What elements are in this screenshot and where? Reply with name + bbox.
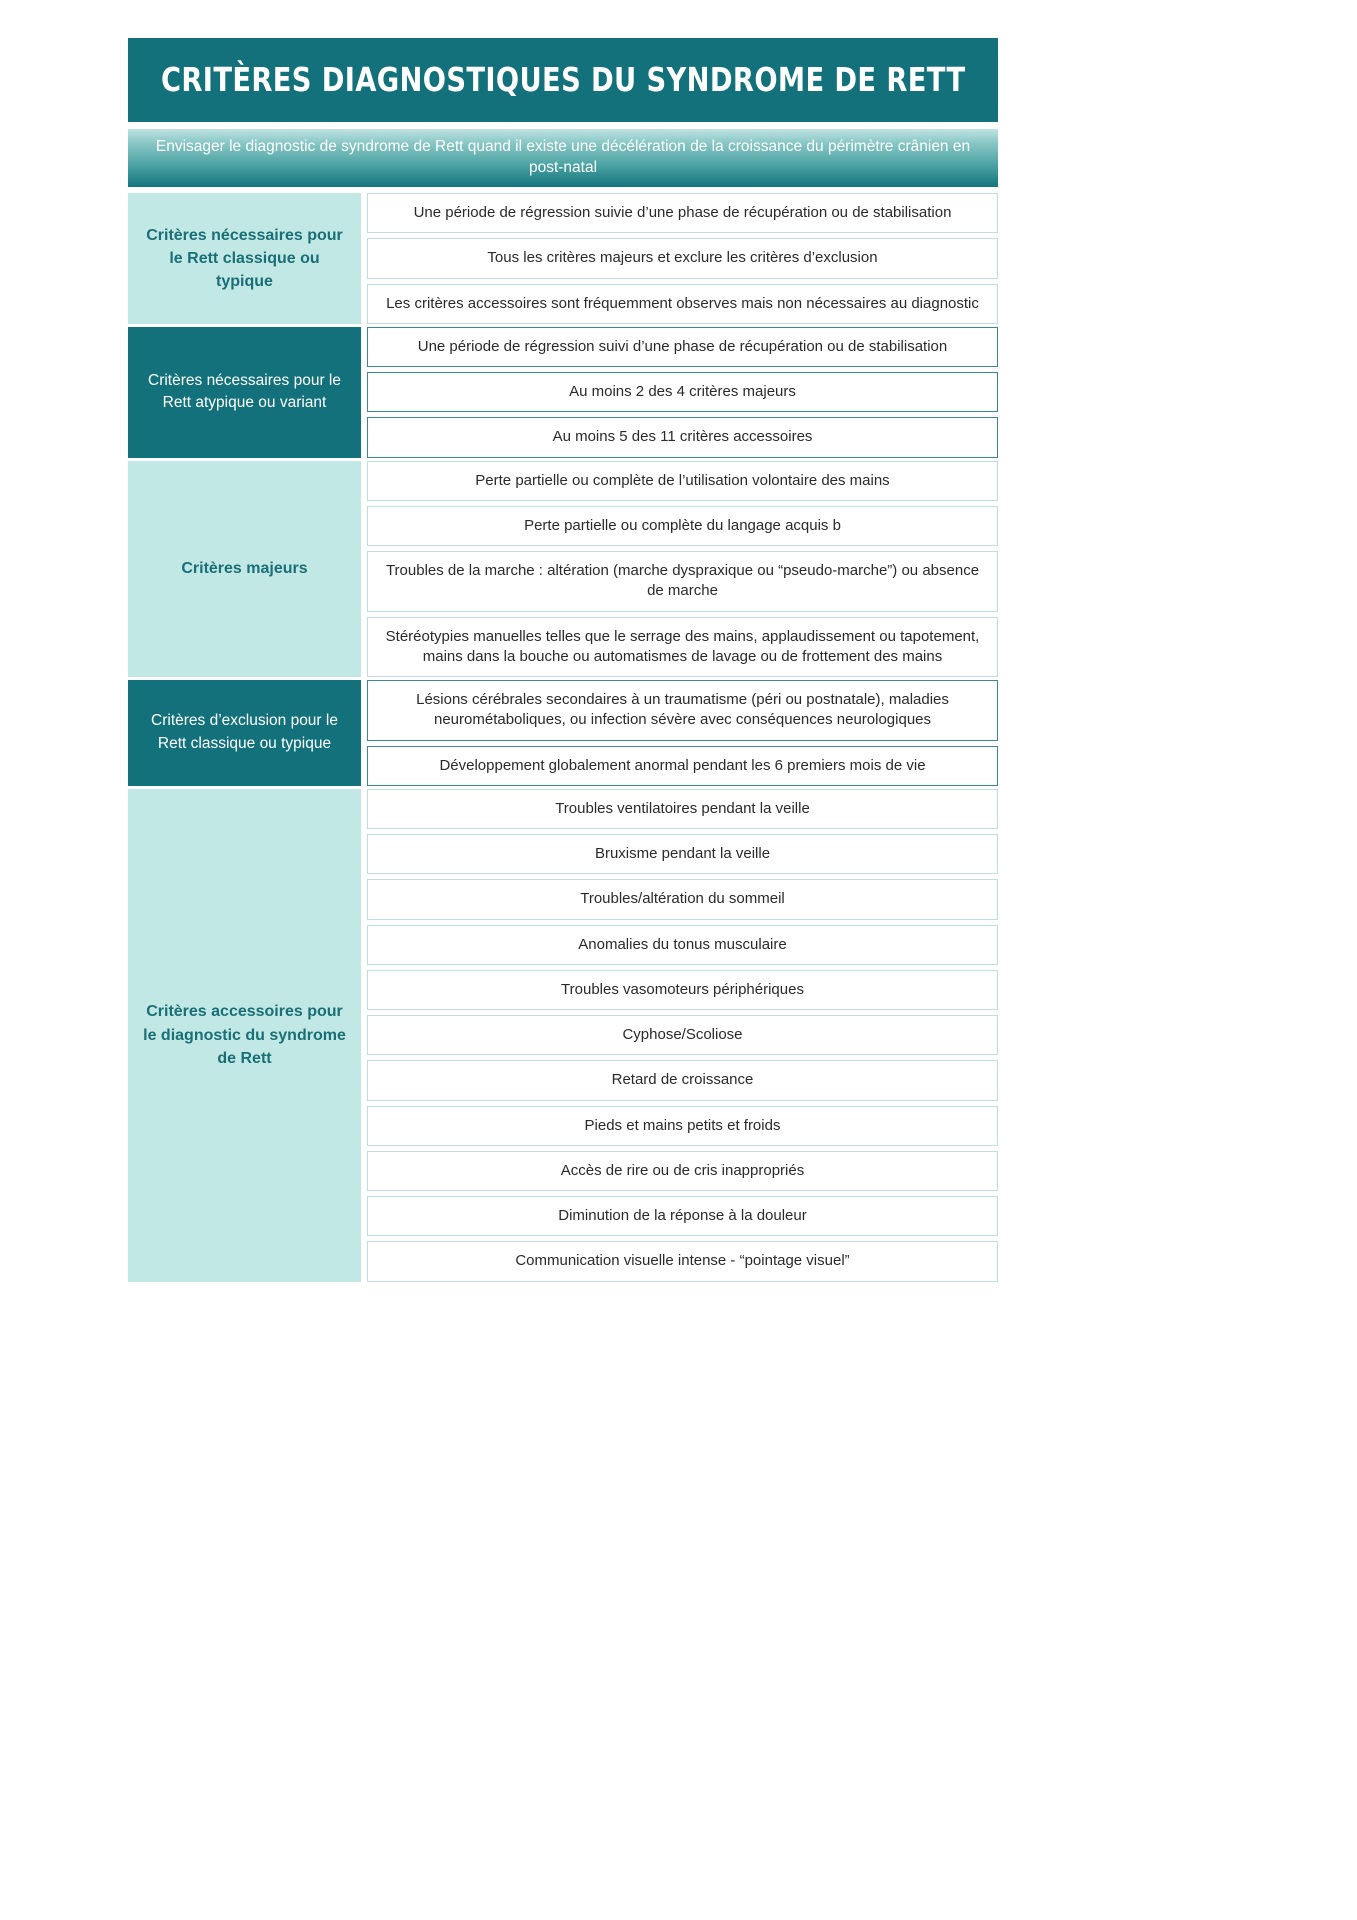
criteria-section — [128, 327, 998, 458]
criteria-row: Diminution de la réponse à la douleur — [367, 1196, 998, 1236]
criteria-section — [128, 789, 998, 1282]
criteria-row: Une période de régression suivi d’une phase de récupération ou de stabilisation — [367, 327, 998, 367]
section-rows — [361, 193, 998, 324]
criteria-row: Pieds et mains petits et froids — [367, 1106, 998, 1146]
criteria-row: Développement globalement anormal pendant les 6 premiers mois de vie — [367, 746, 998, 786]
criteria-row: Troubles vasomoteurs périphériques — [367, 970, 998, 1010]
subtitle-text: Envisager le diagnostic de syndrome de Rett quand il existe une décélération de la croissance du périmètre crânien en post-natal — [155, 138, 971, 176]
title-banner — [128, 38, 998, 122]
criteria-row: Troubles de la marche : altération (marche dyspraxique ou “pseudo-marche”) ou absence de marche — [367, 551, 998, 612]
criteria-row: Troubles ventilatoires pendant la veille — [367, 789, 998, 829]
page-title: CRITÈRES DIAGNOSTIQUES DU SYNDROME DE RETT — [160, 59, 966, 99]
criteria-row: Cyphose/Scoliose — [367, 1015, 998, 1055]
criteria-row: Stéréotypies manuelles telles que le serrage des mains, applaudissement ou tapotement, mains dans la bouche ou automatismes de lavage ou de frottement des mains — [367, 617, 998, 678]
criteria-row: Retard de croissance — [367, 1060, 998, 1100]
criteria-table — [128, 193, 998, 1282]
section-label: Critères majeurs — [128, 461, 361, 678]
criteria-row: Au moins 5 des 11 critères accessoires — [367, 417, 998, 457]
section-label: Critères nécessaires pour le Rett atypique ou variant — [128, 327, 361, 458]
section-label: Critères nécessaires pour le Rett classique ou typique — [128, 193, 361, 324]
criteria-row: Perte partielle ou complète du langage acquis b — [367, 506, 998, 546]
section-rows — [361, 327, 998, 458]
criteria-row: Accès de rire ou de cris inappropriés — [367, 1151, 998, 1191]
criteria-sheet — [128, 38, 998, 1285]
subtitle-banner — [128, 129, 998, 187]
section-rows — [361, 789, 998, 1282]
criteria-row: Perte partielle ou complète de l’utilisation volontaire des mains — [367, 461, 998, 501]
section-rows — [361, 461, 998, 678]
criteria-section — [128, 193, 998, 324]
criteria-row: Une période de régression suivie d’une phase de récupération ou de stabilisation — [367, 193, 998, 233]
criteria-row: Tous les critères majeurs et exclure les critères d’exclusion — [367, 238, 998, 278]
criteria-row: Communication visuelle intense - “pointage visuel” — [367, 1241, 998, 1281]
criteria-row: Anomalies du tonus musculaire — [367, 925, 998, 965]
section-rows — [361, 680, 998, 786]
section-label: Critères accessoires pour le diagnostic du syndrome de Rett — [128, 789, 361, 1282]
criteria-row: Bruxisme pendant la veille — [367, 834, 998, 874]
section-label: Critères d’exclusion pour le Rett classique ou typique — [128, 680, 361, 786]
criteria-section — [128, 680, 998, 786]
criteria-row: Au moins 2 des 4 critères majeurs — [367, 372, 998, 412]
criteria-row: Les critères accessoires sont fréquemment observes mais non nécessaires au diagnostic — [367, 284, 998, 324]
criteria-row: Troubles/altération du sommeil — [367, 879, 998, 919]
criteria-row: Lésions cérébrales secondaires à un traumatisme (péri ou postnatale), maladies neurométaboliques, ou infection sévère avec conséquences neurologiques — [367, 680, 998, 741]
criteria-section — [128, 461, 998, 678]
